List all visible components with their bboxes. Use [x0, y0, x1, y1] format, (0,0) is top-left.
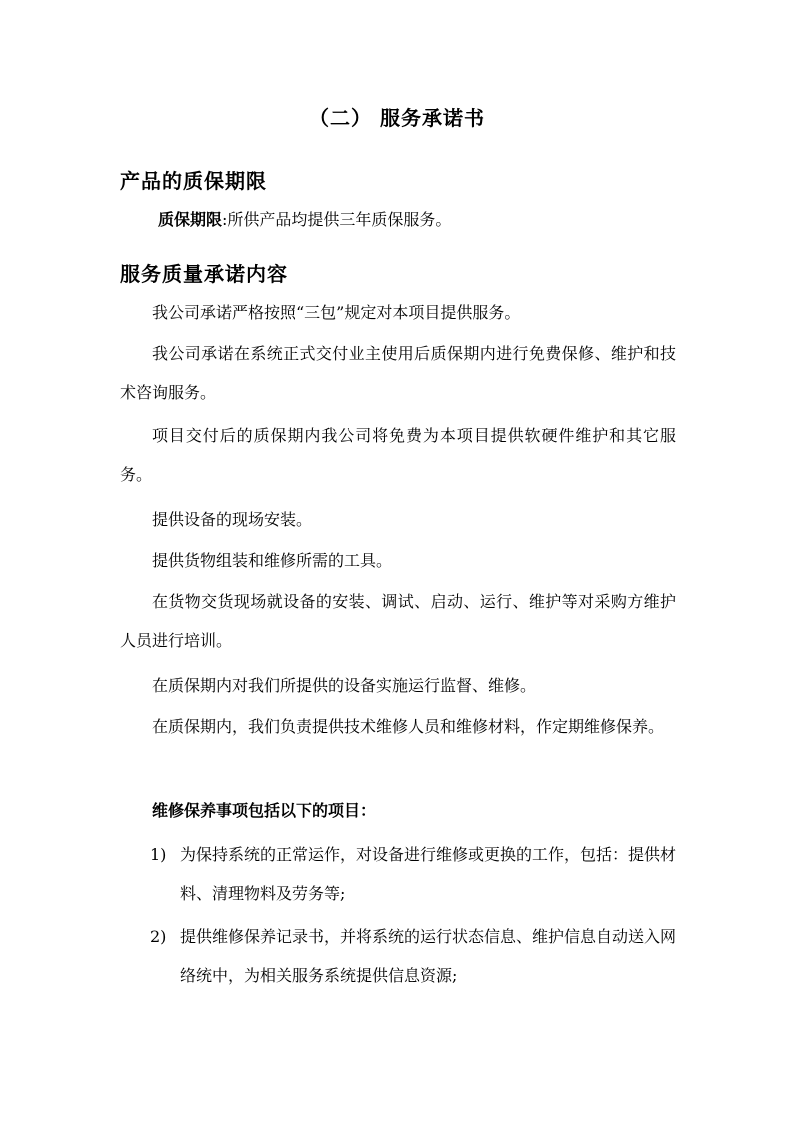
list-item-text: 提供维修保养记录书，并将系统的运行状态信息、维护信息自动送入网络统中，为相关服务系统提供信息资源; [180, 927, 677, 985]
maintenance-list-heading: 维修保养事项包括以下的项目： [152, 801, 377, 820]
service-paragraph-1: 我公司承诺严格按照“三包”规定对本项目提供服务。 [152, 303, 521, 322]
service-paragraph-3: 项目交付后的质保期内我公司将免费为本项目提供软硬件维护和其它服务。 [120, 426, 676, 484]
section-heading-warranty: 产品的质保期限 [120, 169, 267, 193]
list-item [150, 835, 680, 913]
page-title: （二） 服务承诺书 [309, 106, 485, 130]
list-item-number: 1) [150, 845, 167, 864]
warranty-paragraph [158, 200, 678, 239]
list-item [150, 917, 680, 995]
list-item-text: 为保持系统的正常运作，对设备进行维修或更换的工作，包括：提供材料、清理物料及劳务等; [180, 845, 677, 903]
service-paragraph-5: 提供货物组装和维修所需的工具。 [152, 551, 393, 570]
service-paragraph-6: 在货物交货现场就设备的安装、调试、启动、运行、维护等对采购方维护人员进行培训。 [120, 592, 676, 650]
service-paragraph-2: 我公司承诺在系统正式交付业主使用后质保期内进行免费保修、维护和技术咨询服务。 [120, 344, 676, 402]
section-heading-service: 服务质量承诺内容 [120, 262, 288, 286]
list-item-number: 2) [150, 927, 167, 946]
warranty-label: 质保期限 [158, 210, 223, 229]
service-paragraph-4: 提供设备的现场安装。 [152, 510, 313, 529]
warranty-text: :所供产品均提供三年质保服务。 [222, 210, 452, 229]
service-paragraph-7: 在质保期内对我们所提供的设备实施运行监督、维修。 [152, 676, 537, 695]
service-paragraph-8: 在质保期内，我们负责提供技术维修人员和维修材料，作定期维修保养。 [152, 717, 665, 736]
